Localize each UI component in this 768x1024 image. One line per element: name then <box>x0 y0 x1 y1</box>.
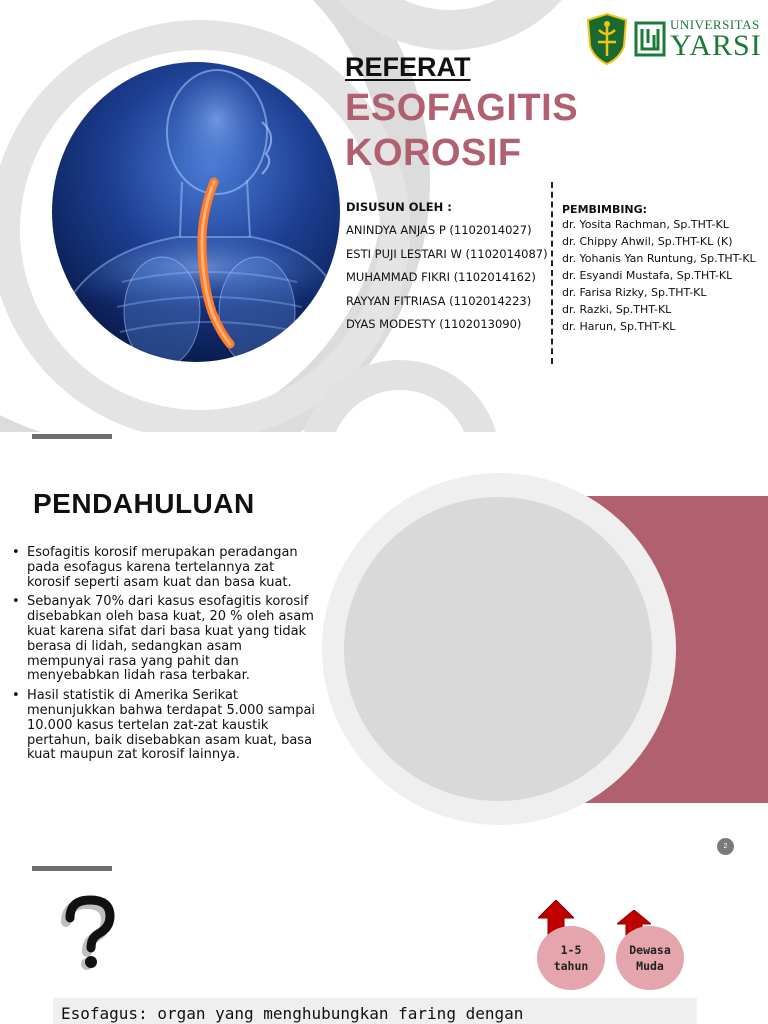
referat-label: REFERAT <box>345 52 471 82</box>
author-item: RAYYAN FITRIASA (1102014223) <box>346 293 532 308</box>
advisor-item: dr. Harun, Sp.THT-KL <box>562 320 676 333</box>
title-slide <box>0 0 768 432</box>
decorative-circle-inner <box>344 497 652 801</box>
bullet-list <box>12 546 320 768</box>
authors-header: DISUSUN OLEH : <box>346 200 452 214</box>
bubble-line: tahun <box>553 959 589 973</box>
author-item: MUHAMMAD FIKRI (1102014162) <box>346 270 536 284</box>
authors-list <box>346 200 548 341</box>
title-line: ESOFAGITIS <box>345 87 579 129</box>
author-item: ANINDYA ANJAS P (1102014027) <box>346 223 532 237</box>
advisor-item: dr. Yosita Rachman, Sp.THT-KL <box>562 218 729 231</box>
advisors-header: PEMBIMBING: <box>562 203 648 216</box>
shield-emblem-icon <box>586 12 628 66</box>
bubble-line: Muda <box>636 959 664 973</box>
presentation-title <box>345 86 578 176</box>
logo-universitas-text: UNIVERSITAS <box>670 16 760 32</box>
slide-title: PENDAHULUAN <box>33 488 255 519</box>
dashed-divider <box>551 182 553 364</box>
yarsi-mark-icon <box>634 21 666 57</box>
logo-yarsi-text: YARSI <box>670 28 762 62</box>
advisors-list <box>562 203 756 337</box>
introduction-slide <box>0 432 768 864</box>
advisor-item: dr. Yohanis Yan Runtung, Sp.THT-KL <box>562 252 756 265</box>
anatomy-slide <box>0 864 768 1024</box>
author-item: DYAS MODESTY (1102013090) <box>346 317 522 331</box>
advisor-item: dr. Farisa Rizky, Sp.THT-KL <box>562 286 707 299</box>
author-item: ESTI PUJI LESTARI W (1102014087) <box>346 246 548 261</box>
advisor-item: dr. Chippy Ahwil, Sp.THT-KL (K) <box>562 235 733 248</box>
bullet-item: • Esofagitis korosif merupakan peradangan pada esofagus karena tertelannya zat korosif seperti asam kuat dan basa kuat. <box>12 546 320 590</box>
bubble-line: Dewasa <box>629 943 671 957</box>
title-line: KOROSIF <box>345 132 522 174</box>
page-number-badge: 2 <box>717 838 734 855</box>
accent-bar <box>32 434 112 439</box>
advisor-item: dr. Esyandi Mustafa, Sp.THT-KL <box>562 269 733 282</box>
esophagus-definition-text: Esofagus: organ yang menghubungkan faring dengan <box>53 998 697 1024</box>
bullet-item: • Hasil statistik di Amerika Serikat menunjukkan bahwa terdapat 5.000 sampai 10.000 kasus tertelan zat-zat kaustik pertahun, baik disebabkan asam kuat, basa kuat maupun zat korosif lainnya. <box>12 689 320 763</box>
question-mark-icon <box>60 894 120 974</box>
esophagus-anatomy-image <box>52 62 340 362</box>
accent-bar <box>32 866 112 871</box>
advisor-item: dr. Razki, Sp.THT-KL <box>562 303 672 316</box>
bubble-line: 1-5 <box>560 943 582 957</box>
bullet-item: • Sebanyak 70% dari kasus esofagitis korosif disebabkan oleh basa kuat, 20 % oleh asam kuat karena sifat dari basa kuat yang tidak berasa di lidah, sedangkan asam mempunyai rasa yang pahit dan menyebabkan lidah rasa terbakar. <box>12 595 320 684</box>
age-bubble-young-adult <box>616 926 684 990</box>
university-logo <box>586 10 762 68</box>
age-bubble-toddler <box>537 926 605 990</box>
